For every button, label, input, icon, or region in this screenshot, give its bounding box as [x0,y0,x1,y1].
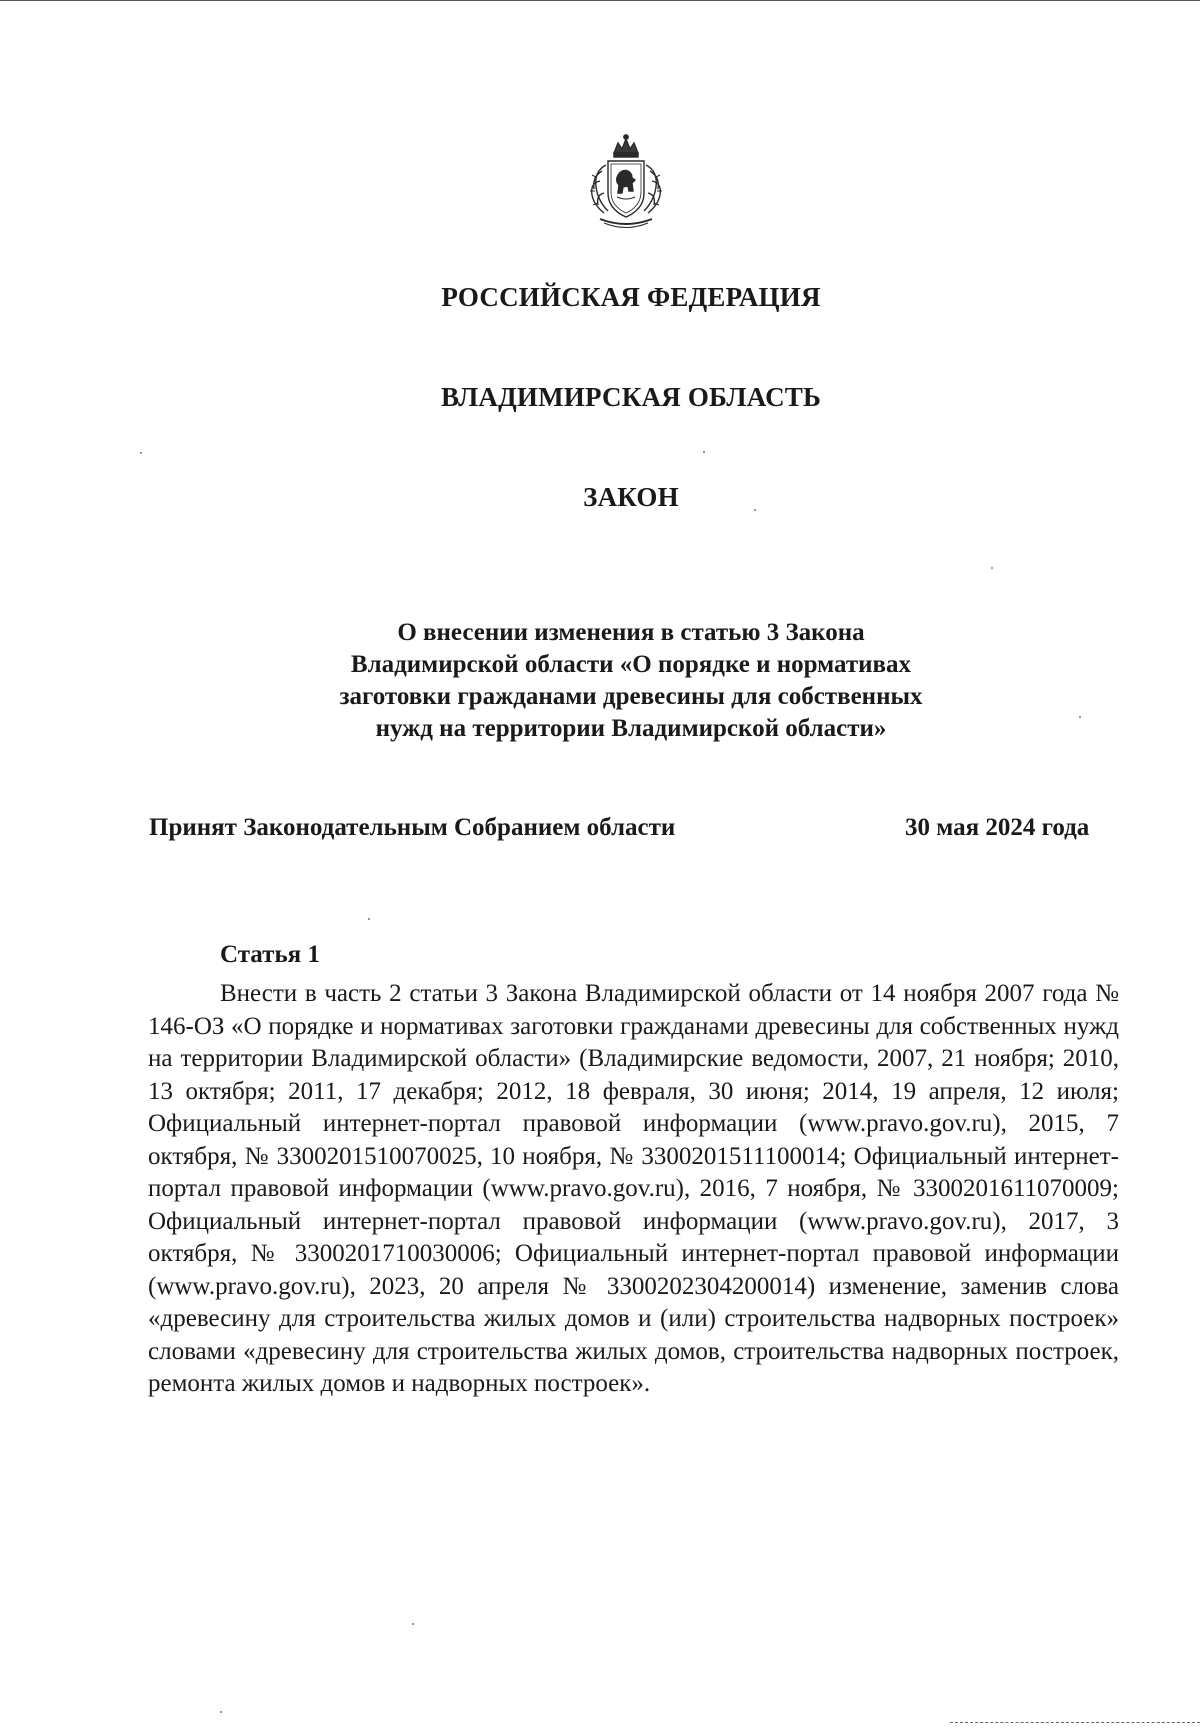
article-body [148,978,1119,1401]
region-heading: ВЛАДИМИРСКАЯ ОБЛАСТЬ [440,382,822,412]
country-heading: РОССИЙСКАЯ ФЕДЕРАЦИЯ [441,282,821,312]
coat-of-arms-icon [578,131,674,235]
article-text: Внести в часть 2 статьи 3 Закона Владимирской области от 14 ноября 2007 года № 146-ОЗ «О порядке и нормативах заготовки гражданами древесины для собственных нужд на территории Владимирской области» (Владимирские ведомости, 2007, 21 ноября; 2010, 13 октября; 2011, 17 декабря; 2012, 18 февраля, 30 июня; 2014, 19 апреля, 12 июля; Официальный интернет-портал правовой информации (www.pravo.gov.ru), 2015, 7 октября, № 3300201510070025, 10 ноября, № 3300201511100014; Официальный интернет-портал правовой информации (www.pravo.gov.ru), 2016, 7 ноября, № 3300201611070009; Официальный интернет-портал правовой информации (www.pravo.gov.ru), 2017, 3 октября, № 3300201710030006; Официальный интернет-портал правовой информации (www.pravo.gov.ru), 2023, 20 апреля № 3300202304200014) изменение, заменив слова «древесину для строительства жилых домов и (или) строительства надворных построек» словами «древесину для строительства жилых домов, строительства надворных построек, ремонта жилых домов и надворных построек». [148,980,1119,1397]
scan-speck [703,451,705,453]
scan-speck [1079,716,1081,718]
law-title-line: Владимирской области «О порядке и нормативах [350,651,912,678]
law-title-line: нужд на территории Владимирской области» [375,715,887,742]
article-heading: Статья 1 [220,941,320,968]
law-title-line: заготовки гражданами древесины для собственных [339,683,923,710]
scan-speck [991,567,993,569]
scan-speck [754,509,756,511]
scan-speck [368,918,370,920]
adopted-by: Принят Законодательным Собранием области [149,814,676,841]
scan-edge-dash [950,1722,1200,1723]
document-type-heading: ЗАКОН [583,482,679,512]
adoption-date: 30 мая 2024 года [905,814,1090,841]
scan-speck [220,1711,222,1713]
law-title-line: О внесении изменения в статью 3 Закона [397,619,865,646]
scan-speck [140,452,142,454]
law-title [0,617,1200,745]
scan-speck [412,1623,414,1625]
scan-edge-line [0,0,1200,1]
